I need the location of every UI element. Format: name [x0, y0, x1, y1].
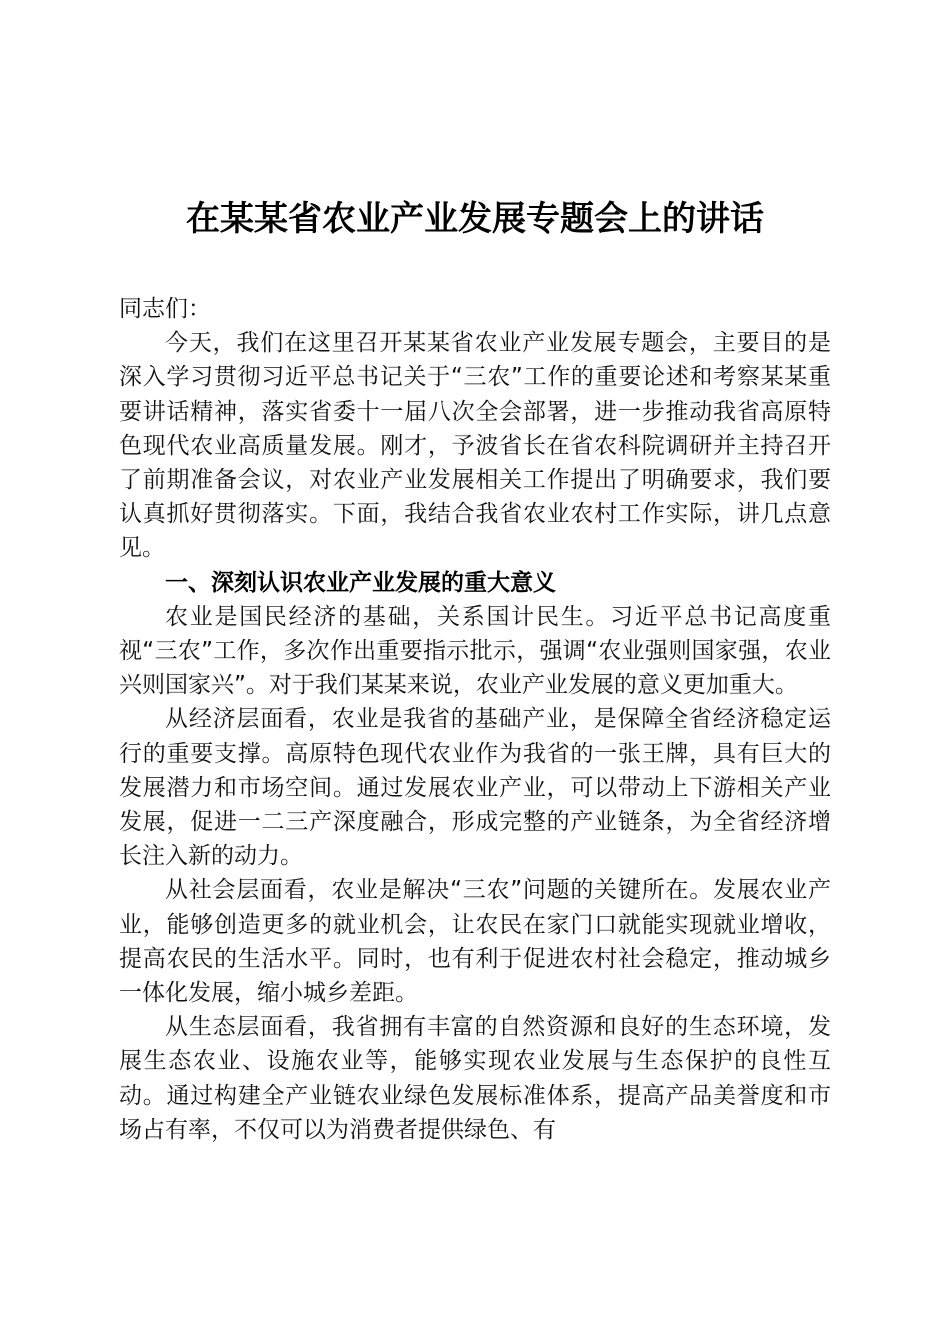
document-body — [119, 292, 831, 1147]
paragraph-2: 从经济层面看，农业是我省的基础产业，是保障全省经济稳定运行的重要支撑。高原特色现代农业作为我省的一张王牌，具有巨大的发展潜力和市场空间。通过发展农业产业，可以带动上下游相关产业发展，促进一二三产深度融合，形成完整的产业链条，为全省经济增长注入新的动力。 — [119, 706, 831, 870]
document-title: 在某某省农业产业发展专题会上的讲话 — [186, 199, 764, 239]
salutation: 同志们： — [119, 296, 211, 322]
section-heading-1: 一、深刻认识农业产业发展的重大意义 — [165, 569, 556, 596]
intro-paragraph: 今天，我们在这里召开某某省农业产业发展专题会，主要目的是深入学习贯彻习近平总书记关于“三农”工作的重要论述和考察某某重要讲话精神，落实省委十一届八次全会部署，进一步推动我省高原特色现代农业高质量发展。刚才，予波省长在省农科院调研并主持召开了前期准备会议，对农业产业发展相关工作提出了明确要求，我们要认真抓好贯彻落实。下面，我结合我省农业农村工作实际，讲几点意见。 — [119, 330, 831, 562]
paragraph-4: 从生态层面看，我省拥有丰富的自然资源和良好的生态环境，发展生态农业、设施农业等，能够实现农业发展与生态保护的良性互动。通过构建全产业链农业绿色发展标准体系，提高产品美誉度和市场占有率，不仅可以为消费者提供绿色、有 — [119, 1014, 831, 1143]
paragraph-1: 农业是国民经济的基础，关系国计民生。习近平总书记高度重视“三农”工作，多次作出重要指示批示，强调“农业强则国家强，农业兴则国家兴”。对于我们某某来说，农业产业发展的意义更加重大。 — [119, 603, 831, 699]
paragraph-3: 从社会层面看，农业是解决“三农”问题的关键所在。发展农业产业，能够创造更多的就业机会，让农民在家门口就能实现就业增收，提高农民的生活水平。同时，也有利于促进农村社会稳定，推动城乡一体化发展，缩小城乡差距。 — [119, 877, 831, 1007]
